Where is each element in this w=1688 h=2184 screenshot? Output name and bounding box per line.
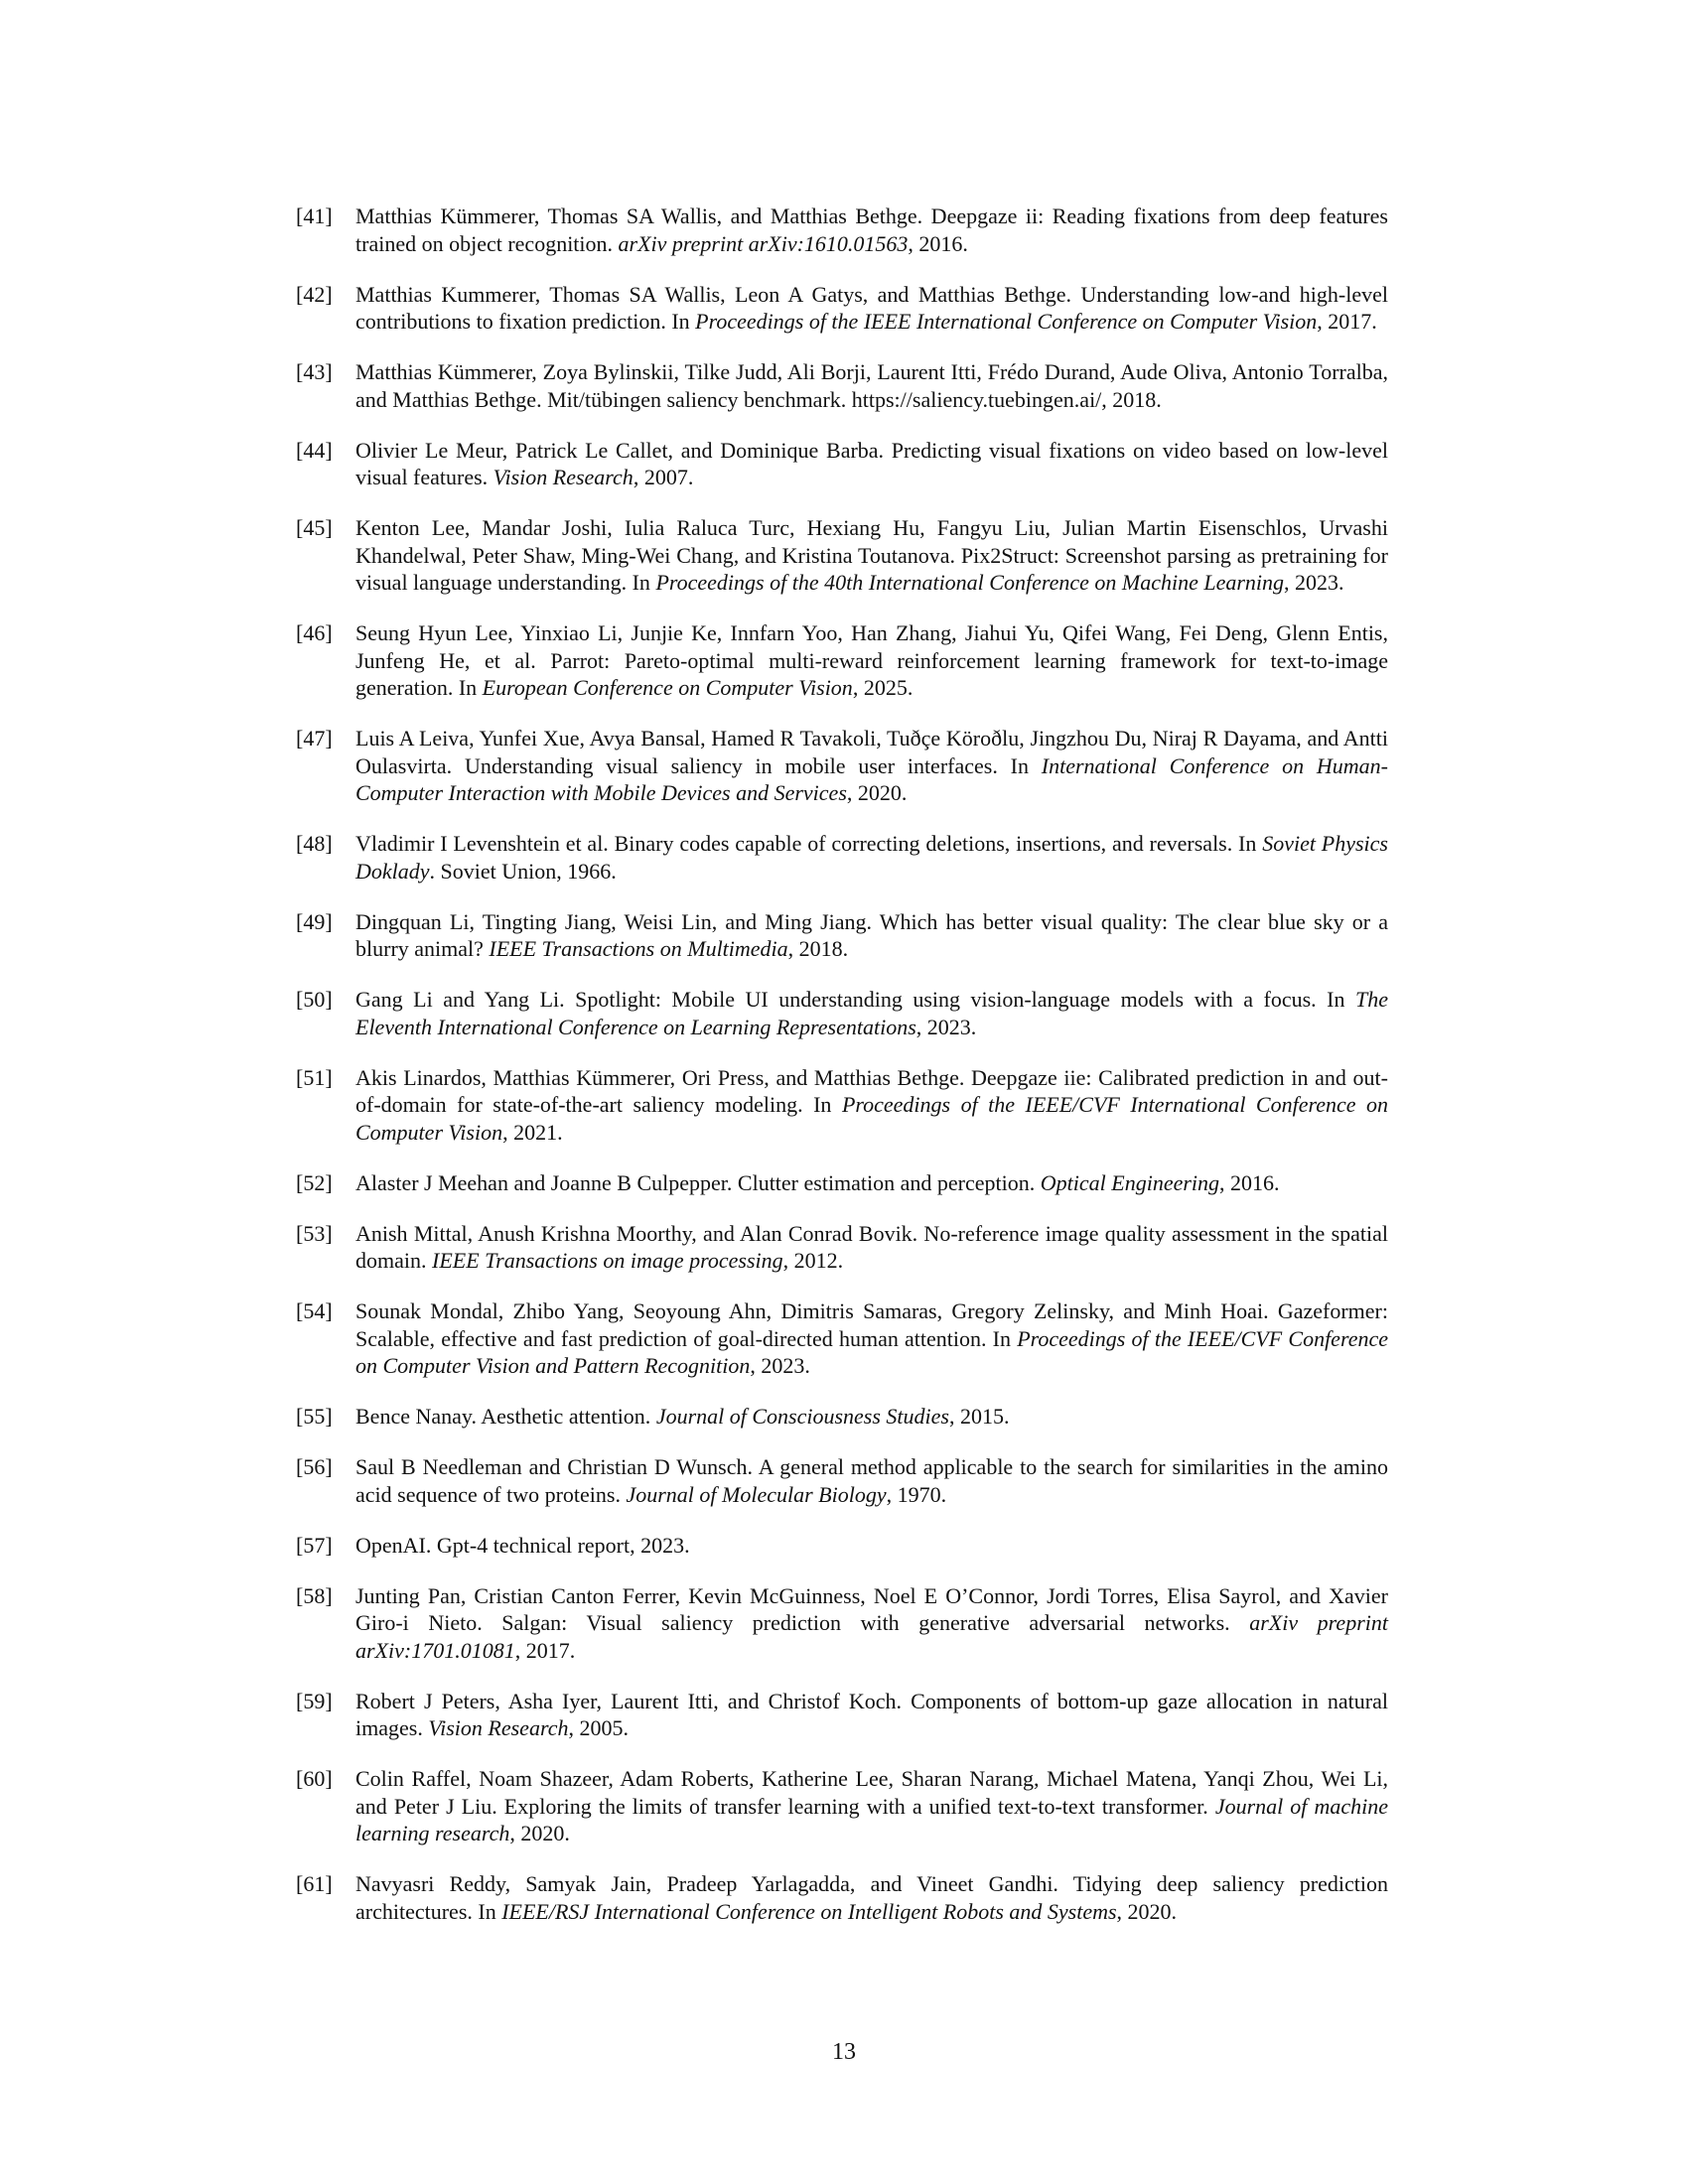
reference-item <box>296 281 1388 336</box>
reference-text <box>355 725 1388 807</box>
reference-item <box>296 908 1388 963</box>
reference-venue: Proceedings of the 40th International Conference on Machine Learning <box>655 570 1285 595</box>
reference-number: [49] <box>296 908 333 934</box>
reference-segment: Vladimir I Levenshtein et al. Binary codes capable of correcting deletions, insertions, and reversals. In <box>355 831 1263 856</box>
reference-number: [55] <box>296 1404 333 1429</box>
reference-item <box>296 1532 1388 1560</box>
reference-item <box>296 1220 1388 1275</box>
reference-number: [42] <box>296 281 333 307</box>
reference-text <box>355 830 1388 885</box>
reference-item <box>296 830 1388 885</box>
reference-segment: , 2015. <box>948 1404 1010 1429</box>
reference-segment: , 2021. <box>502 1119 563 1145</box>
reference-segment: Saul B Needleman and Christian D Wunsch. A general method applicable to the search for similarities in the amino acid sequence of two proteins. <box>355 1454 1388 1507</box>
reference-segment: Navyasri Reddy, Samyak Jain, Pradeep Yarlagadda, and Vineet Gandhi. Tidying deep saliency prediction architectures. In <box>355 1871 1388 1924</box>
reference-item <box>296 1169 1388 1197</box>
reference-number: [46] <box>296 620 333 645</box>
reference-venue: European Conference on Computer Vision <box>482 675 853 700</box>
reference-segment: , 2007. <box>633 465 694 489</box>
reference-segment: Bence Nanay. Aesthetic attention. <box>355 1404 656 1429</box>
reference-segment: Robert J Peters, Asha Iyer, Laurent Itti, and Christof Koch. Components of bottom-up gaze allocation in natural images. <box>355 1688 1388 1740</box>
reference-segment: , 2020. <box>509 1821 570 1845</box>
reference-text <box>355 1403 1388 1431</box>
reference-item <box>296 514 1388 597</box>
reference-text <box>355 908 1388 963</box>
reference-segment: , 2016. <box>1219 1169 1280 1195</box>
reference-segment: , 2020. <box>846 780 908 805</box>
reference-venue: Journal of Consciousness Studies <box>655 1404 949 1429</box>
reference-list <box>296 203 1388 1949</box>
reference-number: [59] <box>296 1688 333 1713</box>
reference-text <box>355 1532 1388 1560</box>
reference-venue: Soviet Physics Doklady <box>355 831 1388 884</box>
reference-segment: Alaster J Meehan and Joanne B Culpepper. Clutter estimation and perception. <box>355 1169 1041 1195</box>
reference-text <box>355 1765 1388 1847</box>
reference-segment: , 2018. <box>787 936 849 961</box>
reference-segment: Matthias Kummerer, Thomas SA Wallis, Leon A Gatys, and Matthias Bethge. Understanding low-and high-level contributions to fixation prediction. In <box>355 281 1388 334</box>
page-number: 13 <box>832 2039 856 2065</box>
reference-segment: , 2020. <box>1116 1898 1178 1924</box>
reference-item <box>296 1582 1388 1665</box>
reference-text <box>355 203 1388 257</box>
reference-venue: IEEE Transactions on image processing <box>432 1248 783 1273</box>
reference-segment: Junting Pan, Cristian Canton Ferrer, Kevin McGuinness, Noel E O’Connor, Jordi Torres, Elisa Sayrol, and Xavier Giro-i Nieto. Salgan: Visual saliency prediction with generative adversarial networks. <box>355 1582 1388 1635</box>
reference-venue: Proceedings of the IEEE International Conference on Computer Vision <box>695 309 1318 334</box>
reference-segment: Kenton Lee, Mandar Joshi, Iulia Raluca Turc, Hexiang Hu, Fangyu Liu, Julian Martin Eisenschlos, Urvashi Khandelwal, Peter Shaw, Ming-Wei Chang, and Kristina Toutanova. Pix2Struct: Screenshot parsing as pretraining for visual language understanding. In <box>355 515 1388 595</box>
reference-text <box>355 281 1388 336</box>
reference-number: [48] <box>296 831 333 856</box>
reference-item <box>296 1453 1388 1508</box>
reference-segment: , 2012. <box>782 1248 844 1273</box>
reference-segment: Matthias Kümmerer, Zoya Bylinskii, Tilke Judd, Ali Borji, Laurent Itti, Frédo Durand, Aude Oliva, Antonio Torralba, and Matthias Bethge. Mit/tübingen saliency benchmark. https://saliency.tuebingen.ai/, 2018. <box>355 359 1388 412</box>
reference-number: [57] <box>296 1532 333 1558</box>
reference-venue: Vision Research <box>492 465 633 489</box>
reference-segment: Seung Hyun Lee, Yinxiao Li, Junjie Ke, Innfarn Yoo, Han Zhang, Jiahui Yu, Qifei Wang, Fei Deng, Glenn Entis, Junfeng He, et al. Parrot: Pareto-optimal multi-reward reinforcement learning framework for text-to-image generation. In <box>355 620 1388 700</box>
reference-item <box>296 437 1388 491</box>
reference-venue: Vision Research <box>428 1715 569 1740</box>
reference-item <box>296 358 1388 413</box>
reference-segment: , 2017. <box>1317 309 1377 334</box>
reference-text <box>355 1220 1388 1275</box>
reference-venue: Proceedings of the IEEE/CVF Conference on Computer Vision and Pattern Recognition <box>355 1325 1388 1378</box>
reference-text <box>355 1582 1388 1665</box>
reference-number: [47] <box>296 726 333 751</box>
reference-item <box>296 1765 1388 1847</box>
reference-number: [60] <box>296 1766 333 1791</box>
reference-item <box>296 203 1388 257</box>
reference-text <box>355 1297 1388 1380</box>
reference-number: [45] <box>296 515 333 540</box>
reference-text <box>355 358 1388 413</box>
reference-segment: OpenAI. Gpt-4 technical report, 2023. <box>355 1532 690 1558</box>
reference-segment: , 2023. <box>915 1014 977 1039</box>
reference-venue: arXiv preprint arXiv:1610.01563 <box>618 230 909 256</box>
reference-segment: , 2016. <box>908 230 968 256</box>
reference-venue: Proceedings of the IEEE/CVF International Conference on Computer Vision <box>355 1092 1388 1145</box>
reference-text <box>355 437 1388 491</box>
reference-text <box>355 1453 1388 1508</box>
reference-item <box>296 1297 1388 1380</box>
reference-segment: Dingquan Li, Tingting Jiang, Weisi Lin, and Ming Jiang. Which has better visual quality: The clear blue sky or a blurry animal? <box>355 908 1388 961</box>
reference-text <box>355 514 1388 597</box>
reference-venue: IEEE Transactions on Multimedia <box>489 936 788 961</box>
reference-number: [43] <box>296 359 333 384</box>
reference-item <box>296 1403 1388 1431</box>
reference-segment: , 1970. <box>886 1481 947 1507</box>
reference-number: [61] <box>296 1871 333 1896</box>
reference-venue: Optical Engineering <box>1040 1169 1220 1195</box>
reference-item <box>296 619 1388 702</box>
reference-text <box>355 986 1388 1040</box>
reference-segment: , 2005. <box>568 1715 629 1740</box>
reference-number: [54] <box>296 1298 333 1323</box>
reference-text <box>355 1870 1388 1925</box>
reference-number: [51] <box>296 1064 333 1090</box>
reference-segment: Luis A Leiva, Yunfei Xue, Avya Bansal, Hamed R Tavakoli, Tuðçe Köroðlu, Jingzhou Du, Niraj R Dayama, and Antti Oulasvirta. Understanding visual saliency in mobile user interfaces. In <box>355 726 1388 778</box>
reference-item <box>296 725 1388 807</box>
reference-venue: Journal of machine learning research <box>355 1793 1388 1845</box>
reference-segment: , 2017. <box>514 1637 576 1663</box>
reference-segment: Gang Li and Yang Li. Spotlight: Mobile UI understanding using vision-language models with a focus. In <box>355 987 1355 1012</box>
reference-segment: Matthias Kümmerer, Thomas SA Wallis, and Matthias Bethge. Deepgaze ii: Reading fixations from deep features trained on object recognition. <box>355 204 1388 256</box>
reference-segment: , 2023. <box>1284 570 1344 595</box>
reference-segment: Olivier Le Meur, Patrick Le Callet, and Dominique Barba. Predicting visual fixations on video based on low-level visual features. <box>355 437 1388 489</box>
reference-segment: Colin Raffel, Noam Shazeer, Adam Roberts, Katherine Lee, Sharan Narang, Michael Matena, Yanqi Zhou, Wei Li, and Peter J Liu. Exploring the limits of transfer learning with a unified text-to-text transformer. <box>355 1766 1388 1819</box>
reference-number: [52] <box>296 1169 333 1195</box>
reference-segment: Sounak Mondal, Zhibo Yang, Seoyoung Ahn, Dimitris Samaras, Gregory Zelinsky, and Minh Hoai. Gazeformer: Scalable, effective and fast prediction of goal-directed human attention. In <box>355 1298 1388 1351</box>
reference-item <box>296 1064 1388 1147</box>
reference-number: [41] <box>296 204 333 228</box>
reference-item <box>296 1688 1388 1742</box>
reference-segment: Akis Linardos, Matthias Kümmerer, Ori Press, and Matthias Bethge. Deepgaze iie: Calibrated prediction in and out-of-domain for state-of-the-art saliency modeling. In <box>355 1064 1388 1117</box>
reference-segment: , 2025. <box>852 675 914 700</box>
reference-text <box>355 1169 1388 1197</box>
reference-item <box>296 986 1388 1040</box>
reference-segment: , 2023. <box>750 1353 810 1378</box>
reference-text <box>355 619 1388 702</box>
reference-number: [53] <box>296 1220 333 1246</box>
reference-number: [44] <box>296 437 333 463</box>
reference-venue: IEEE/RSJ International Conference on Intelligent Robots and Systems <box>501 1898 1117 1924</box>
reference-number: [58] <box>296 1582 333 1608</box>
reference-venue: Journal of Molecular Biology <box>626 1481 887 1507</box>
reference-number: [50] <box>296 987 333 1012</box>
reference-text <box>355 1064 1388 1147</box>
reference-venue: International Conference on Human-Computer Interaction with Mobile Devices and Services <box>355 752 1388 805</box>
reference-segment: Anish Mittal, Anush Krishna Moorthy, and Alan Conrad Bovik. No-reference image quality assessment in the spatial domain. <box>355 1220 1388 1273</box>
reference-venue: arXiv preprint arXiv:1701.01081 <box>355 1610 1388 1663</box>
reference-item <box>296 1870 1388 1925</box>
reference-number: [56] <box>296 1454 333 1479</box>
reference-venue: The Eleventh International Conference on Learning Representations <box>355 987 1388 1039</box>
reference-segment: . Soviet Union, 1966. <box>429 858 617 884</box>
reference-text <box>355 1688 1388 1742</box>
